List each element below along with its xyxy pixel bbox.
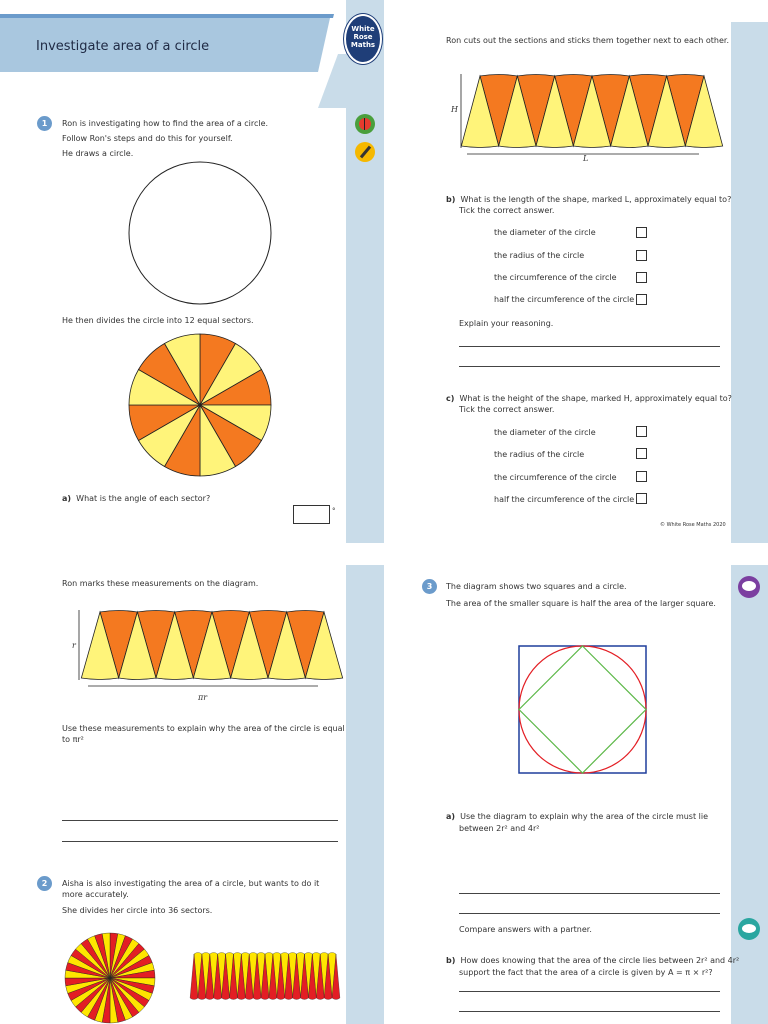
option-c-1: the diameter of the circle [494,428,596,437]
page-title: Investigate area of a circle [36,39,210,54]
pencil-icon [355,142,375,162]
option-c-3: the circumference of the circle [494,473,617,482]
checkbox-c-4[interactable] [636,493,647,504]
qb-question: b) What is the length of the shape, marked L, approximately equal to? [446,195,732,204]
checkbox-c-1[interactable] [636,426,647,437]
checkbox-c-2[interactable] [636,448,647,459]
page2-side-band [731,22,768,543]
question-2-badge: 2 [37,876,52,891]
explain-line1: Use these measurements to explain why the area of the circle is equal [62,724,345,733]
answer-line-3b[interactable] [62,841,338,842]
ladybird-icon [355,114,375,134]
q2-line2: more accurately. [62,890,129,899]
h-label: H [451,105,458,114]
q1-line2: Follow Ron's steps and do this for yourself. [62,134,233,143]
explain-reasoning: Explain your reasoning. [459,319,554,328]
circle-12-sectors [128,333,272,477]
compare-text: Compare answers with a partner. [459,925,592,934]
horizontal-divider [0,543,768,565]
copyright: © White Rose Maths 2020 [660,522,726,528]
checkbox-c-3[interactable] [636,471,647,482]
plain-circle [128,161,272,305]
answer-line-3a[interactable] [62,820,338,821]
checkbox-b-1[interactable] [636,227,647,238]
pir-label: πr [198,693,208,702]
q1-line3: He draws a circle. [62,149,134,158]
option-b-2: the radius of the circle [494,251,585,260]
option-b-1: the diameter of the circle [494,228,596,237]
l-label: L [583,154,589,163]
qb-instruction: Tick the correct answer. [459,206,555,215]
page2-intro: Ron cuts out the sections and sticks them together next to each other. [446,36,729,45]
q1-line1: Ron is investigating how to find the area of a circle. [62,119,269,128]
degree-symbol: ° [332,507,336,515]
q2-line3: She divides her circle into 36 sectors. [62,906,213,915]
qc-question: c) What is the height of the shape, marked H, approximately equal to? [446,394,732,403]
circle-36-sectors [64,932,156,1024]
option-c-2: the radius of the circle [494,450,585,459]
q4b-question: b) How does knowing that the area of the circle lies between 2r² and 4r² [446,956,740,965]
q3-line2: The area of the smaller square is half the area of the larger square. [446,599,716,608]
option-b-3: the circumference of the circle [494,273,617,282]
q4b-line2: support the fact that the area of a circle is given by A = π × r²? [459,968,713,977]
option-c-4: half the circumference of the circle [494,495,635,504]
white-rose-maths-logo: White Rose Maths [344,14,382,64]
question-1-badge: 1 [37,116,52,131]
r-label: r [72,641,76,650]
question-3-badge: 3 [422,579,437,594]
q2-line1: Aisha is also investigating the area of a circle, but wants to do it [62,879,320,888]
q4a-question: a) Use the diagram to explain why the area of the circle must lie [446,812,709,821]
thinking-bubble-icon [738,576,760,598]
q4a-line2: between 2r² and 4r² [459,824,540,833]
page3-intro: Ron marks these measurements on the diagram. [62,579,259,588]
divides-text: He then divides the circle into 12 equal sectors. [62,316,254,325]
measured-sectors-strip [68,608,328,698]
answer-line-4b1[interactable] [459,991,720,992]
squares-circle-diagram [518,645,648,775]
answer-line-4a1[interactable] [459,893,720,894]
answer-line-b1[interactable] [459,346,720,347]
checkbox-b-4[interactable] [636,294,647,305]
option-b-4: half the circumference of the circle [494,295,635,304]
page3-side-band [346,565,384,1024]
answer-line-b2[interactable] [459,366,720,367]
answer-line-4a2[interactable] [459,913,720,914]
speech-bubble-icon [738,918,760,940]
qa-question: a) What is the angle of each sector? [62,494,211,503]
qc-instruction: Tick the correct answer. [459,405,555,414]
answer-line-4b2[interactable] [459,1011,720,1012]
checkbox-b-2[interactable] [636,250,647,261]
header-banner [0,0,384,110]
angle-answer-box[interactable] [293,505,330,524]
checkbox-b-3[interactable] [636,272,647,283]
q3-line1: The diagram shows two squares and a circle. [446,582,627,591]
explain-line2: to πr² [62,735,84,744]
sectors-36-strip [190,952,340,1000]
